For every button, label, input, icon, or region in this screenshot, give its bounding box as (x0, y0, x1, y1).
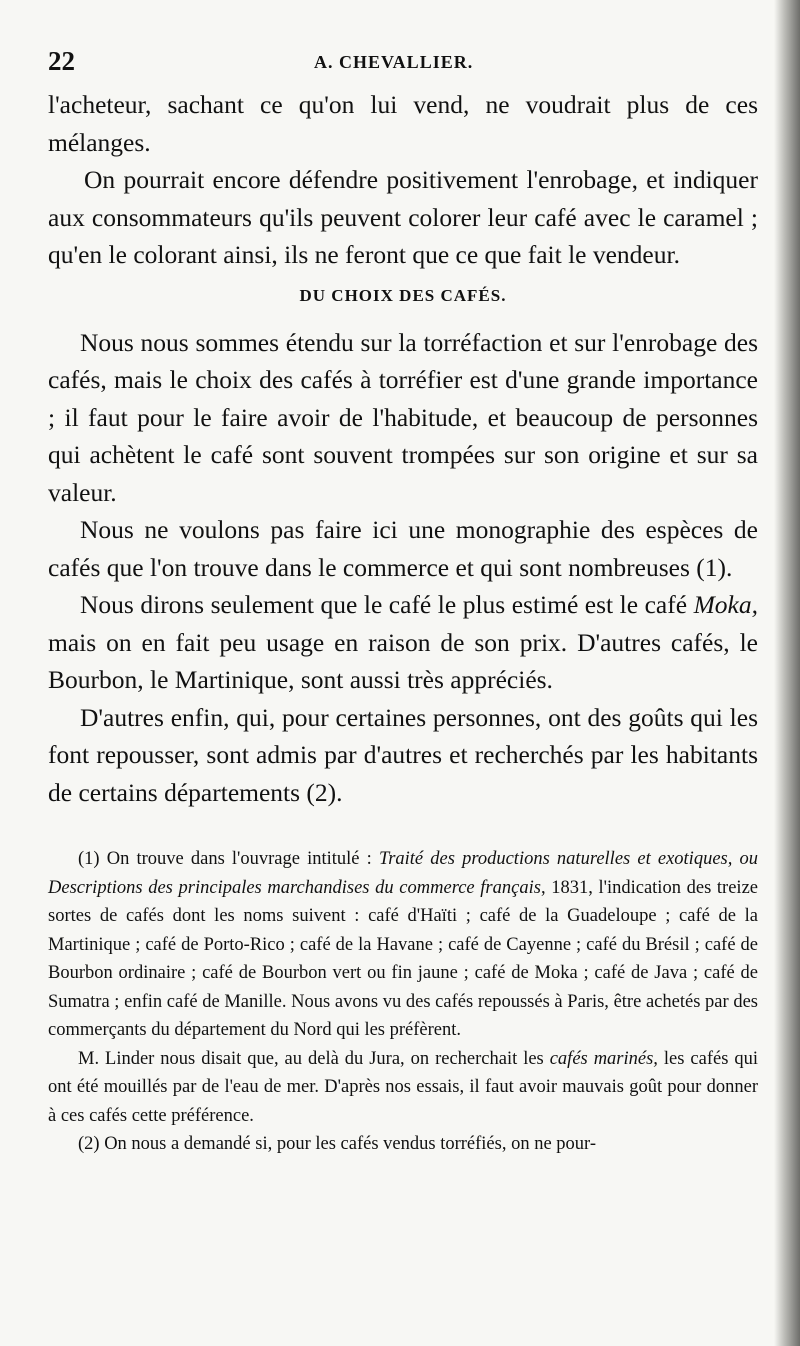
running-head: A. CHEVALLIER. (314, 52, 474, 72)
moka-text-before: Nous dirons seulement que le café le plus estimé est le café (80, 590, 694, 619)
page-edge-shadow (774, 0, 800, 1346)
page-number: 22 (48, 46, 75, 76)
monographie-paragraph: Nous ne voulons pas faire ici une monographie des espèces de cafés que l'on trouve dans le commerce et qui sont nombreuses (1). (48, 515, 758, 582)
moka-paragraph (48, 586, 758, 699)
torrefaction-paragraph: Nous nous sommes étendu sur la torréfaction et sur l'enrobage des cafés, mais le choix des cafés à torréfier est d'une grande importance ; il faut pour le faire avoir de l'habitude, et beaucoup de personnes qui achètent le café sont souvent trompées sur son origine et sur sa valeur. (48, 327, 758, 507)
enrobage-paragraph: On pourrait encore défendre positivement l'enrobage, et indiquer aux consommateurs qu'ils peuvent colorer leur café avec le caramel ; qu'en le colorant ainsi, ils ne feront que ce que fait le vendeur. (48, 165, 758, 269)
footnote-linder (48, 1045, 758, 1131)
footnote-linder-italic: cafés marinés, (549, 1048, 658, 1069)
footnote-1-title: Traité des productions naturelles et exotiques, ou Descriptions des principales marchandises du commerce français (48, 849, 758, 898)
footnotes (48, 845, 758, 1159)
footnote-1-text: , 1831, l'indication des treize sortes de cafés dont les noms suivent : café d'Haïti ; café de la Guadeloupe ; café de la Martinique ; café de Porto-Rico ; café de la Havane ; café de Cayenne ; café du Brésil ; café de Bourbon ordinaire ; café de Bourbon vert ou fin jaune ; café de Moka ; café de Java ; café de Sumatra ; enfin café de Manille. Nous avons vu des cafés repoussés à Paris, être achetés par des commerçants du département du Nord qui les préfèrent. (48, 877, 758, 1040)
page-text (48, 40, 758, 1159)
footnote-2: (2) On nous a demandé si, pour les cafés vendus torréfiés, on ne pour- (78, 1134, 596, 1154)
footnote-linder-before: M. Linder nous disait que, au delà du Jura, on recherchait les (78, 1048, 550, 1069)
section-title: DU CHOIX DES CAFÉS. (299, 285, 507, 305)
continuation-paragraph: l'acheteur, sachant ce qu'on lui vend, ne voudrait plus de ces mélanges. (48, 90, 758, 157)
moka-text-after: mais on en fait peu usage en raison de son prix. D'autres cafés, le Bourbon, le Martinique, sont aussi très appréciés. (48, 627, 758, 694)
footnote-1-intro: (1) On trouve dans l'ouvrage intitulé : (78, 849, 379, 869)
moka-italic: Moka, (693, 590, 758, 619)
footnote-1 (48, 845, 758, 1045)
gouts-paragraph: D'autres enfin, qui, pour certaines personnes, ont des goûts qui les font repousser, sont admis par d'autres et recherchés par les habitants de certains départements (2). (48, 702, 758, 807)
page-header (48, 40, 758, 86)
footnote-linder-after: les cafés qui ont été mouillés par de l'eau de mer. D'après nos essais, il faut avoir mauvais goût pour donner à ces cafés cette préférence. (48, 1048, 759, 1126)
